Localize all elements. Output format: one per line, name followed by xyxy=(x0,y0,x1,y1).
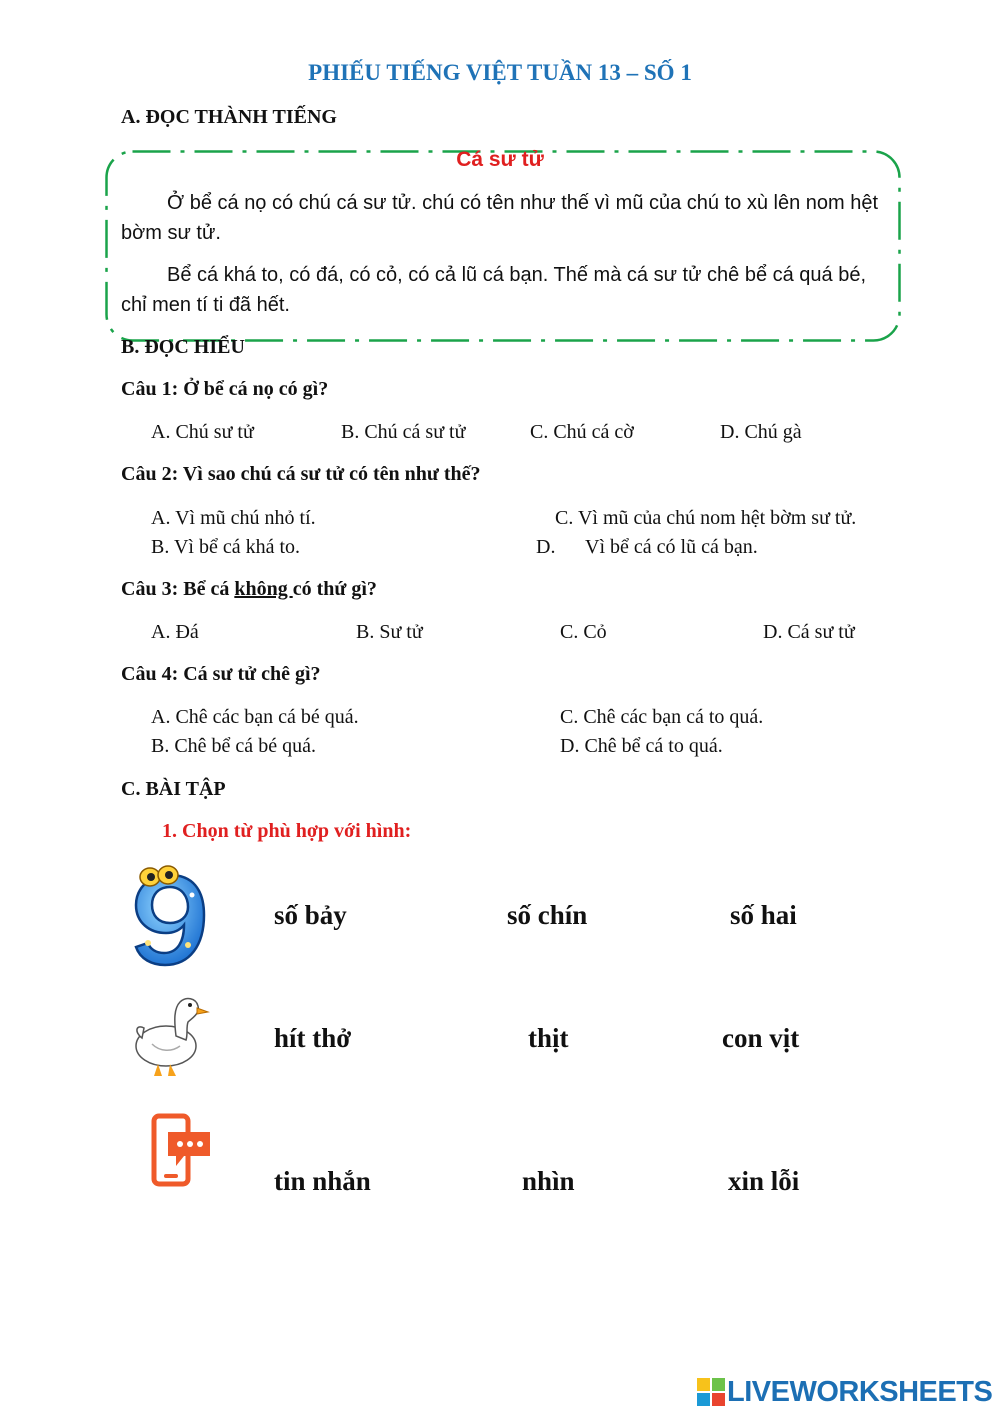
q1-option-d[interactable]: D. Chú gà xyxy=(720,421,802,443)
q4-option-a[interactable]: A. Chê các bạn cá bé quá. xyxy=(151,706,359,728)
q2-option-c[interactable]: C. Vì mũ của chú nom hệt bờm sư tử. xyxy=(555,507,857,529)
q1-option-c[interactable]: C. Chú cá cờ xyxy=(530,421,634,443)
q2-option-d-letter[interactable]: D. xyxy=(536,536,556,558)
row3-word-3[interactable]: xin lỗi xyxy=(728,1166,800,1196)
exercise-1-title: 1. Chọn từ phù hợp với hình: xyxy=(162,820,412,842)
q2-option-a[interactable]: A. Vì mũ chú nhỏ tí. xyxy=(151,507,316,529)
row1-word-1[interactable]: số bảy xyxy=(274,900,347,930)
q3-underlined-word: không xyxy=(234,578,293,600)
question-1: Câu 1: Ở bể cá nọ có gì? xyxy=(121,378,329,400)
question-3 xyxy=(121,578,377,601)
q3-option-d[interactable]: D. Cá sư tử xyxy=(763,621,855,643)
q1-option-b[interactable]: B. Chú cá sư tử xyxy=(341,421,466,443)
q3-option-a[interactable]: A. Đá xyxy=(151,621,199,643)
row2-word-2[interactable]: thịt xyxy=(528,1023,569,1053)
number-nine-icon xyxy=(128,865,212,967)
row3-word-1[interactable]: tin nhắn xyxy=(274,1166,371,1196)
q2-option-d[interactable]: Vì bể cá có lũ cá bạn. xyxy=(585,536,758,558)
story-title: Cá sư tử xyxy=(456,148,544,171)
page-title: PHIẾU TIẾNG VIỆT TUẦN 13 – SỐ 1 xyxy=(308,60,692,85)
liveworksheets-logo-icon xyxy=(696,1377,726,1407)
story-paragraph-2: Bể cá khá to, có đá, có cỏ, có cả lũ cá bạn. Thế mà cá sư tử chê bể cá quá bé, chỉ men tí ti đã hết. xyxy=(121,264,867,316)
row2-word-3[interactable]: con vịt xyxy=(722,1023,800,1053)
liveworksheets-logo-text: LIVEWORKSHEETS xyxy=(727,1375,993,1408)
q3-option-c[interactable]: C. Cỏ xyxy=(560,621,607,643)
section-c-heading: C. BÀI TẬP xyxy=(121,778,226,800)
row3-word-2[interactable]: nhìn xyxy=(522,1166,575,1196)
q1-option-a[interactable]: A. Chú sư tử xyxy=(151,421,254,443)
q3-text-before: Câu 3: Bể cá xyxy=(121,578,235,600)
row2-word-1[interactable]: hít thở xyxy=(274,1023,352,1053)
row1-word-3[interactable]: số hai xyxy=(730,900,797,930)
section-a-heading: A. ĐỌC THÀNH TIẾNG xyxy=(121,106,337,128)
q3-option-b[interactable]: B. Sư tử xyxy=(356,621,423,643)
row1-word-2[interactable]: số chín xyxy=(507,900,588,930)
question-4: Câu 4: Cá sư tử chê gì? xyxy=(121,663,321,685)
story-paragraph-1: Ở bể cá nọ có chú cá sư tử. chú có tên như thế vì mũ của chú to xù lên nom hệt bờm sư tử. xyxy=(121,192,879,244)
q3-text-after: có thứ gì? xyxy=(292,578,377,600)
q4-option-d[interactable]: D. Chê bể cá to quá. xyxy=(560,735,723,757)
question-2: Câu 2: Vì sao chú cá sư tử có tên như thế? xyxy=(121,463,481,485)
section-b-heading: B. ĐỌC HIỂU xyxy=(121,336,245,358)
q2-option-b[interactable]: B. Vì bể cá khá to. xyxy=(151,536,301,558)
duck-icon xyxy=(130,990,210,1080)
q4-option-c[interactable]: C. Chê các bạn cá to quá. xyxy=(560,706,764,728)
liveworksheets-logo xyxy=(696,1375,992,1409)
q4-option-b[interactable]: B. Chê bể cá bé quá. xyxy=(151,735,316,757)
phone-message-icon xyxy=(150,1112,214,1188)
